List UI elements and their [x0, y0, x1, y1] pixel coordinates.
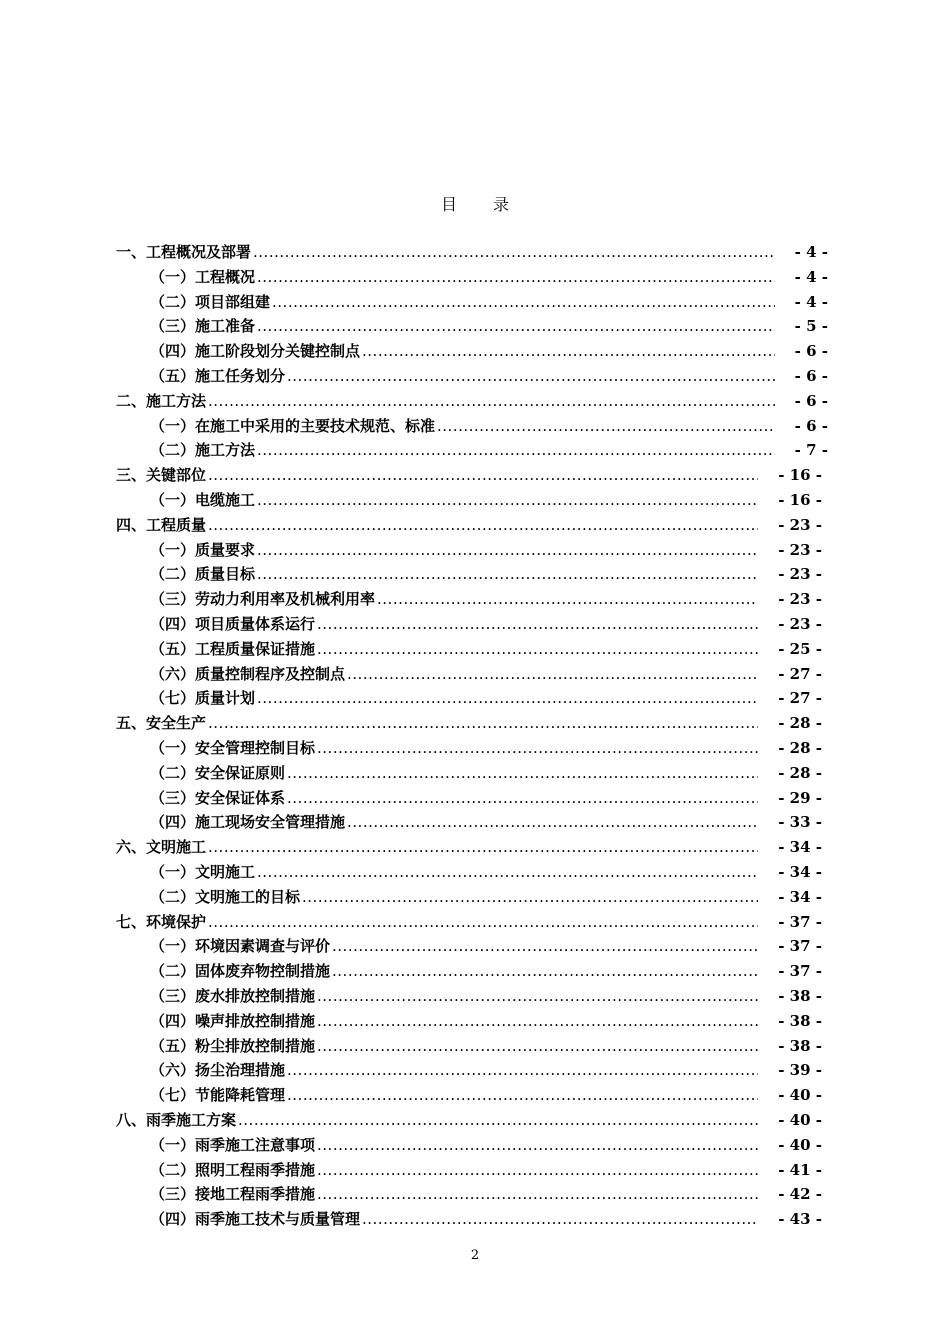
toc-dot-leader [287, 365, 775, 387]
toc-dot-leader [257, 563, 758, 585]
toc-dot-leader [272, 291, 775, 313]
toc-entry-page: - 27 - [778, 689, 822, 708]
toc-dot-leader [332, 935, 758, 957]
toc-dot-leader [208, 464, 758, 486]
toc-entry[interactable] [116, 390, 828, 412]
toc-dot-leader [208, 712, 758, 734]
toc-entry-label: （一）雨季施工注意事项 [150, 1135, 316, 1154]
toc-entry[interactable] [150, 291, 828, 313]
toc-entry-page: - 33 - [778, 813, 822, 832]
toc-entry[interactable] [150, 687, 822, 709]
toc-dot-leader [317, 737, 758, 759]
toc-entry-page: - 39 - [778, 1061, 822, 1080]
toc-dot-leader [253, 241, 775, 263]
toc-entry-page: - 38 - [778, 987, 822, 1005]
toc-entry-label: （二）施工方法 [150, 441, 256, 460]
toc-entry-label: （二）质量目标 [150, 565, 256, 584]
toc-entry-page: - 41 - [778, 1160, 822, 1179]
toc-entry-page: - 6 - [794, 367, 828, 385]
toc-entry-label: （一）电缆施工 [150, 491, 256, 509]
toc-dot-leader [317, 1183, 758, 1205]
toc-entry-page: - 16 - [778, 491, 822, 509]
toc-entry-label: 六、文明施工 [116, 838, 207, 857]
toc-entry-page: - 27 - [778, 664, 822, 683]
toc-entry-label: （四）噪声排放控制措施 [150, 1011, 316, 1030]
toc-entry[interactable] [150, 365, 828, 387]
toc-dot-leader [287, 1059, 758, 1081]
toc-dot-leader [287, 787, 758, 809]
toc-entry-page: - 38 - [778, 1036, 822, 1055]
toc-entry-page: - 6 - [794, 342, 828, 361]
toc-entry[interactable] [150, 489, 822, 511]
toc-entry[interactable] [150, 588, 822, 610]
toc-entry[interactable] [150, 539, 822, 561]
toc-dot-leader [317, 638, 758, 660]
toc-dot-leader [287, 1084, 758, 1106]
toc-entry-page: - 23 - [778, 540, 822, 559]
toc-dot-leader [317, 1010, 758, 1032]
page-number: 2 [470, 1248, 480, 1263]
toc-entry-label: （一）质量要求 [150, 540, 256, 559]
toc-entry[interactable] [150, 1059, 822, 1081]
toc-entry-label: （一）文明施工 [150, 863, 256, 881]
toc-entry[interactable] [150, 762, 822, 784]
toc-entry[interactable] [150, 1035, 822, 1057]
toc-entry[interactable] [116, 464, 822, 486]
toc-entry-label: （一）安全管理控制目标 [150, 739, 316, 757]
toc-entry[interactable] [150, 960, 822, 982]
toc-dot-leader [347, 663, 758, 685]
toc-entry[interactable] [150, 340, 828, 362]
toc-entry[interactable] [116, 1109, 822, 1131]
toc-title-left: 目 [440, 195, 457, 214]
toc-entry[interactable] [150, 1134, 822, 1156]
toc-dot-leader [287, 762, 758, 784]
toc-entry-page: - 28 - [778, 739, 822, 757]
toc-entry-label: 四、工程质量 [116, 515, 207, 534]
toc-entry[interactable] [150, 737, 822, 759]
toc-entry-page: - 25 - [778, 639, 822, 658]
toc-entry-page: - 5 - [794, 317, 828, 336]
toc-dot-leader [317, 1035, 758, 1057]
toc-dot-leader [317, 1134, 758, 1156]
toc-dot-leader [257, 266, 775, 288]
toc-entry-page: - 37 - [778, 912, 822, 931]
toc-entry-label: 二、施工方法 [116, 391, 207, 410]
toc-entry-page: - 40 - [778, 1086, 822, 1105]
toc-entry-page: - 34 - [778, 838, 822, 857]
toc-dot-leader [347, 811, 758, 833]
toc-entry-page: - 37 - [778, 937, 822, 956]
toc-entry-label: （五）施工任务划分 [150, 367, 286, 385]
toc-dot-leader [317, 985, 758, 1007]
toc-dot-leader [257, 539, 758, 561]
toc-entry-label: （三）接地工程雨季措施 [150, 1185, 316, 1204]
toc-title [0, 192, 950, 215]
toc-entry-page: - 16 - [778, 466, 822, 485]
toc-dot-leader [257, 861, 758, 883]
toc-entry-label: （五）粉尘排放控制措施 [150, 1036, 316, 1055]
toc-entry-label: （二）安全保证原则 [150, 763, 286, 782]
toc-entry[interactable] [150, 266, 828, 288]
toc-entry[interactable] [116, 514, 822, 536]
toc-entry[interactable] [150, 613, 822, 635]
toc-dot-leader [377, 588, 758, 610]
toc-entry-label: 七、环境保护 [116, 912, 207, 931]
toc-entry-label: （四）雨季施工技术与质量管理 [150, 1210, 361, 1229]
toc-entry-page: - 28 - [778, 763, 822, 782]
toc-dot-leader [362, 340, 775, 362]
toc-entry-label: （一）在施工中采用的主要技术规范、标准 [150, 416, 436, 435]
toc-entry[interactable] [150, 663, 822, 685]
toc-entry-label: （二）固体废弃物控制措施 [150, 962, 331, 981]
toc-dot-leader [208, 911, 758, 933]
toc-entry[interactable] [150, 811, 822, 833]
toc-entry-label: （六）扬尘治理措施 [150, 1061, 286, 1080]
toc-entry-label: （六）质量控制程序及控制点 [150, 664, 346, 683]
toc-dot-leader [332, 960, 758, 982]
toc-entry[interactable] [150, 935, 822, 957]
toc-entry[interactable] [150, 1010, 822, 1032]
toc-entry-page: - 6 - [794, 416, 828, 435]
toc-entry-page: - 6 - [794, 391, 828, 410]
toc-entry-page: - 23 - [778, 615, 822, 633]
toc-entry-label: 一、工程概况及部署 [116, 243, 252, 261]
toc-entry-label: （二）项目部组建 [150, 292, 271, 311]
toc-dot-leader [208, 514, 758, 536]
toc-entry-page: - 34 - [778, 887, 822, 906]
toc-dot-leader [362, 1208, 758, 1230]
toc-entry-label: （一）工程概况 [150, 267, 256, 286]
toc-entry-page: - 4 - [794, 292, 828, 311]
toc-entry-page: - 40 - [778, 1135, 822, 1154]
toc-entry-label: （四）施工现场安全管理措施 [150, 813, 346, 832]
toc-entry-page: - 43 - [778, 1210, 822, 1229]
toc-entry[interactable] [150, 1084, 822, 1106]
toc-entry[interactable] [116, 836, 822, 858]
toc-entry-label: （七）质量计划 [150, 689, 256, 708]
toc-entry-label: （四）施工阶段划分关键控制点 [150, 342, 361, 361]
toc-dot-leader [317, 613, 758, 635]
toc-entry[interactable] [150, 1183, 822, 1205]
toc-entry-label: （三）劳动力利用率及机械利用率 [150, 590, 376, 609]
toc-entry-page: - 38 - [778, 1011, 822, 1030]
toc-entry-label: （三）安全保证体系 [150, 788, 286, 807]
toc-entry[interactable] [150, 1208, 822, 1230]
toc-entry[interactable] [150, 315, 828, 337]
toc-entry[interactable] [150, 563, 822, 585]
toc-title-right: 录 [493, 195, 510, 214]
toc-dot-leader [257, 439, 775, 461]
toc-entry-label: （二）照明工程雨季措施 [150, 1160, 316, 1179]
toc-entry[interactable] [150, 1159, 822, 1181]
toc-entry-label: （二）文明施工的目标 [150, 887, 301, 906]
toc-entry[interactable] [150, 638, 822, 660]
toc-entry[interactable] [150, 861, 822, 883]
toc-entry-label: 八、雨季施工方案 [116, 1111, 237, 1129]
toc-entry[interactable] [150, 439, 828, 461]
toc-entry-page: - 4 - [794, 243, 828, 261]
toc-entry-page: - 4 - [794, 267, 828, 286]
toc-entry-label: （七）节能降耗管理 [150, 1086, 286, 1105]
toc-entry-label: （五）工程质量保证措施 [150, 639, 316, 658]
toc-entry[interactable] [116, 911, 822, 933]
toc-entry-label: （四）项目质量体系运行 [150, 615, 316, 633]
toc-entry-page: - 23 - [778, 565, 822, 584]
toc-entry-page: - 40 - [778, 1111, 822, 1129]
toc-dot-leader [208, 836, 758, 858]
toc-entry-page: - 34 - [778, 863, 822, 881]
toc-entry-label: （一）环境因素调查与评价 [150, 937, 331, 956]
toc-entry[interactable] [116, 712, 822, 734]
toc-entry-page: - 28 - [778, 714, 822, 733]
toc-entry-page: - 23 - [778, 515, 822, 534]
toc-entry-page: - 7 - [794, 441, 828, 460]
toc-entry-label: （三）废水排放控制措施 [150, 987, 316, 1005]
toc-entry-page: - 23 - [778, 590, 822, 609]
toc-entry[interactable] [150, 415, 828, 437]
toc-dot-leader [257, 315, 775, 337]
toc-entry[interactable] [150, 985, 822, 1007]
toc-dot-leader [437, 415, 775, 437]
toc-dot-leader [208, 390, 775, 412]
toc-entry-label: （三）施工准备 [150, 317, 256, 336]
toc-dot-leader [238, 1109, 758, 1131]
toc-entry[interactable] [150, 787, 822, 809]
toc-dot-leader [302, 886, 758, 908]
toc-entry-page: - 29 - [778, 788, 822, 807]
toc-dot-leader [257, 489, 758, 511]
toc-entry-page: - 42 - [778, 1185, 822, 1204]
toc-entry-page: - 37 - [778, 962, 822, 981]
toc-entry-label: 三、关键部位 [116, 466, 207, 485]
toc-dot-leader [257, 687, 758, 709]
toc-dot-leader [317, 1159, 758, 1181]
toc-entry-label: 五、安全生产 [116, 714, 207, 733]
toc-entry[interactable] [116, 241, 828, 263]
toc-entry[interactable] [150, 886, 822, 908]
